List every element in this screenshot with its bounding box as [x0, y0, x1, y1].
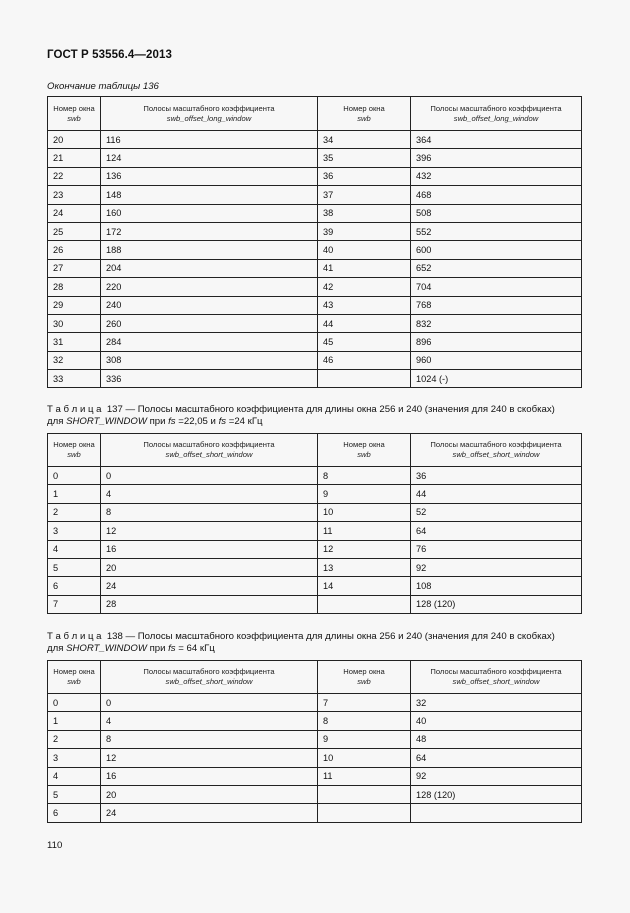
table-cell: 92 — [411, 767, 582, 785]
table-cell: 32 — [48, 351, 101, 369]
header-scale-bands: Полосы масштабного коэффициента swb_offset_long_window — [411, 97, 582, 131]
table-cell: 0 — [48, 467, 101, 485]
table-cell: 28 — [48, 278, 101, 296]
table-cell: 508 — [411, 204, 582, 222]
table-cell: 44 — [318, 314, 411, 332]
table-cell: 41 — [318, 259, 411, 277]
table-138-title: Т а б л и ц а 138 — Полосы масштабного коэффициента для длины окна 256 и 240 (значения для 240 в скобках) для SHORT_WINDOW при fs = 64 кГц — [47, 631, 555, 654]
table-cell: 16 — [101, 767, 318, 785]
header-window-number: Номер окна swb — [48, 434, 101, 467]
table-row — [48, 278, 582, 296]
table-cell: 960 — [411, 351, 582, 369]
table-cell: 64 — [411, 749, 582, 767]
table-cell: 4 — [48, 540, 101, 558]
table-cell: 14 — [318, 577, 411, 595]
table-cell: 34 — [318, 131, 411, 149]
table-cell: 116 — [101, 131, 318, 149]
table-cell — [318, 370, 411, 388]
table-cell: 220 — [101, 278, 318, 296]
table-cell: 10 — [318, 503, 411, 521]
table-row — [48, 259, 582, 277]
table-cell: 39 — [318, 222, 411, 240]
table-136-caption: Окончание таблицы 136 — [47, 81, 159, 92]
table-cell: 6 — [48, 577, 101, 595]
table-row — [48, 767, 582, 785]
table-cell: 188 — [101, 241, 318, 259]
table-cell: 24 — [101, 804, 318, 822]
table-row — [48, 522, 582, 540]
header-scale-bands: Полосы масштабного коэффициента swb_offset_short_window — [411, 661, 582, 694]
table-row — [48, 149, 582, 167]
table-cell: 652 — [411, 259, 582, 277]
table-cell: 24 — [101, 577, 318, 595]
table-row — [48, 540, 582, 558]
header-window-number: Номер окна swb — [318, 97, 411, 131]
table-row — [48, 241, 582, 259]
table-cell: 7 — [318, 694, 411, 712]
table-cell: 128 (120) — [411, 785, 582, 803]
table-cell: 704 — [411, 278, 582, 296]
table-cell: 2 — [48, 503, 101, 521]
table-cell: 25 — [48, 222, 101, 240]
table-row — [48, 351, 582, 369]
table-row — [48, 804, 582, 822]
table-cell: 4 — [48, 767, 101, 785]
table-row — [48, 314, 582, 332]
header-scale-bands: Полосы масштабного коэффициента swb_offset_short_window — [101, 434, 318, 467]
table-cell: 38 — [318, 204, 411, 222]
table-cell: 8 — [318, 467, 411, 485]
table-header-row — [48, 97, 582, 131]
page-number: 110 — [47, 840, 63, 851]
table-cell: 3 — [48, 749, 101, 767]
table-row — [48, 467, 582, 485]
table-cell: 160 — [101, 204, 318, 222]
table-cell: 336 — [101, 370, 318, 388]
table-cell: 3 — [48, 522, 101, 540]
table-cell: 8 — [101, 730, 318, 748]
table-row — [48, 370, 582, 388]
table-header-row — [48, 661, 582, 694]
table-cell: 35 — [318, 149, 411, 167]
table-cell: 9 — [318, 485, 411, 503]
table-row — [48, 577, 582, 595]
table-row — [48, 694, 582, 712]
table-cell: 48 — [411, 730, 582, 748]
table-cell: 1024 (-) — [411, 370, 582, 388]
table-cell: 136 — [101, 167, 318, 185]
table-cell: 21 — [48, 149, 101, 167]
table-cell: 26 — [48, 241, 101, 259]
table-cell: 11 — [318, 767, 411, 785]
table-cell: 0 — [101, 467, 318, 485]
table-cell: 10 — [318, 749, 411, 767]
table-cell: 896 — [411, 333, 582, 351]
header-window-number: Номер окна swb — [318, 661, 411, 694]
header-window-number: Номер окна swb — [318, 434, 411, 467]
table-cell: 12 — [101, 749, 318, 767]
table-cell: 260 — [101, 314, 318, 332]
table-cell: 108 — [411, 577, 582, 595]
table-cell: 13 — [318, 558, 411, 576]
table-cell: 12 — [101, 522, 318, 540]
table-cell: 32 — [411, 694, 582, 712]
table-138 — [47, 660, 582, 823]
table-cell: 43 — [318, 296, 411, 314]
table-cell — [318, 804, 411, 822]
table-cell: 4 — [101, 485, 318, 503]
header-scale-bands: Полосы масштабного коэффициента swb_offset_short_window — [411, 434, 582, 467]
table-cell: 240 — [101, 296, 318, 314]
table-cell: 64 — [411, 522, 582, 540]
table-row — [48, 485, 582, 503]
header-window-number: Номер окна swb — [48, 97, 101, 131]
table-cell: 42 — [318, 278, 411, 296]
table-cell: 31 — [48, 333, 101, 351]
table-cell: 76 — [411, 540, 582, 558]
table-cell: 16 — [101, 540, 318, 558]
table-row — [48, 595, 582, 613]
table-cell: 552 — [411, 222, 582, 240]
table-cell: 6 — [48, 804, 101, 822]
table-row — [48, 785, 582, 803]
table-header-row — [48, 434, 582, 467]
table-cell: 40 — [411, 712, 582, 730]
table-137 — [47, 433, 582, 614]
table-cell: 124 — [101, 149, 318, 167]
table-cell: 308 — [101, 351, 318, 369]
table-row — [48, 730, 582, 748]
table-cell: 29 — [48, 296, 101, 314]
table-row — [48, 749, 582, 767]
table-row — [48, 712, 582, 730]
table-cell — [318, 595, 411, 613]
table-cell: 0 — [101, 694, 318, 712]
table-cell: 20 — [48, 131, 101, 149]
table-cell: 8 — [101, 503, 318, 521]
table-cell: 28 — [101, 595, 318, 613]
table-cell: 20 — [101, 558, 318, 576]
table-row — [48, 131, 582, 149]
table-cell: 7 — [48, 595, 101, 613]
table-cell: 22 — [48, 167, 101, 185]
table-cell: 11 — [318, 522, 411, 540]
document-header-standard: ГОСТ Р 53556.4—2013 — [47, 49, 172, 61]
table-row — [48, 222, 582, 240]
table-cell: 30 — [48, 314, 101, 332]
table-cell: 1 — [48, 712, 101, 730]
table-cell: 768 — [411, 296, 582, 314]
table-cell: 46 — [318, 351, 411, 369]
table-cell: 204 — [101, 259, 318, 277]
table-cell — [318, 785, 411, 803]
table-cell: 12 — [318, 540, 411, 558]
table-cell: 432 — [411, 167, 582, 185]
table-cell: 148 — [101, 186, 318, 204]
table-cell: 24 — [48, 204, 101, 222]
table-136 — [47, 96, 582, 388]
table-cell: 396 — [411, 149, 582, 167]
table-cell: 9 — [318, 730, 411, 748]
table-row — [48, 333, 582, 351]
table-cell: 468 — [411, 186, 582, 204]
table-row — [48, 296, 582, 314]
header-scale-bands: Полосы масштабного коэффициента swb_offset_long_window — [101, 97, 318, 131]
table-cell: 37 — [318, 186, 411, 204]
table-cell: 128 (120) — [411, 595, 582, 613]
header-scale-bands: Полосы масштабного коэффициента swb_offset_short_window — [101, 661, 318, 694]
table-row — [48, 167, 582, 185]
table-row — [48, 204, 582, 222]
table-cell: 172 — [101, 222, 318, 240]
table-cell: 44 — [411, 485, 582, 503]
table-cell: 27 — [48, 259, 101, 277]
table-cell: 40 — [318, 241, 411, 259]
table-cell: 4 — [101, 712, 318, 730]
table-cell: 8 — [318, 712, 411, 730]
table-row — [48, 558, 582, 576]
table-cell: 45 — [318, 333, 411, 351]
header-window-number: Номер окна swb — [48, 661, 101, 694]
table-cell: 36 — [318, 167, 411, 185]
table-cell: 20 — [101, 785, 318, 803]
table-cell: 1 — [48, 485, 101, 503]
table-cell: 284 — [101, 333, 318, 351]
table-cell: 5 — [48, 558, 101, 576]
table-cell: 33 — [48, 370, 101, 388]
table-cell: 364 — [411, 131, 582, 149]
table-cell: 5 — [48, 785, 101, 803]
table-row — [48, 186, 582, 204]
table-cell: 52 — [411, 503, 582, 521]
table-row — [48, 503, 582, 521]
table-cell: 92 — [411, 558, 582, 576]
table-cell: 0 — [48, 694, 101, 712]
table-cell: 832 — [411, 314, 582, 332]
table-cell: 2 — [48, 730, 101, 748]
table-cell: 23 — [48, 186, 101, 204]
table-cell: 36 — [411, 467, 582, 485]
table-cell: 600 — [411, 241, 582, 259]
table-cell — [411, 804, 582, 822]
table-137-title: Т а б л и ц а 137 — Полосы масштабного коэффициента для длины окна 256 и 240 (значения для 240 в скобках) для SHORT_WINDOW при fs =22,05 и fs =24 кГц — [47, 404, 555, 427]
